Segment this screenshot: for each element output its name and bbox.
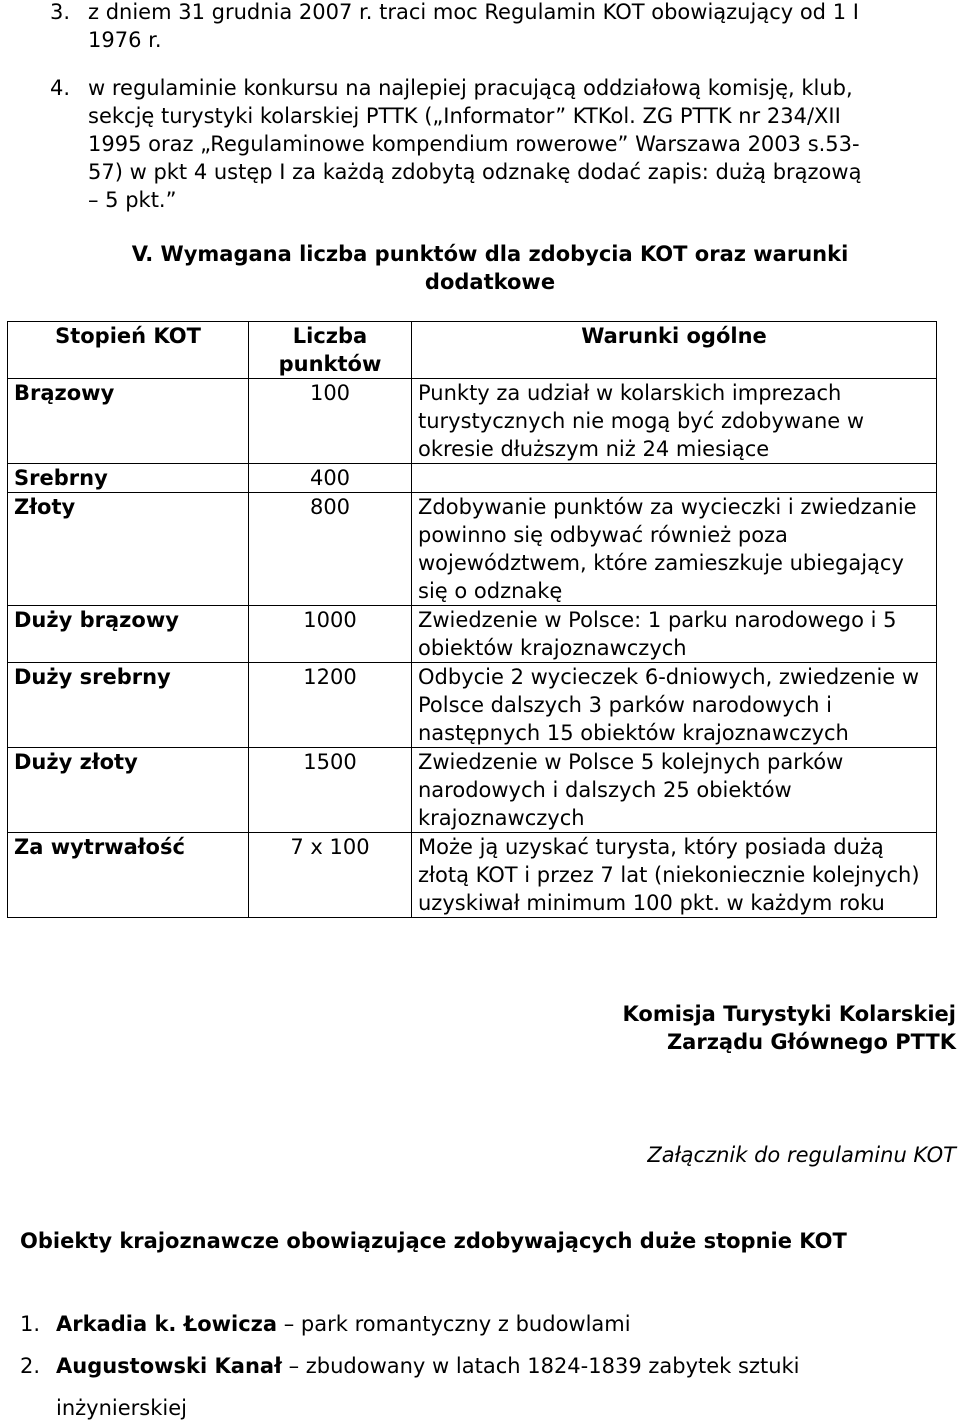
table-row [8,493,937,606]
section-heading [60,240,920,296]
points-cell: 7 x 100 [249,833,412,918]
table-row [8,748,937,833]
item-3-line-2: 1976 r. [88,28,162,52]
item-3-line-1: z dniem 31 grudnia 2007 r. traci moc Regulamin KOT obowiązujący od 1 I [88,0,859,24]
annex-list [0,1300,960,1424]
list-item-description: – park romantyczny z budowlami [277,1312,631,1336]
table-row [8,464,937,493]
item-4-line-5: – 5 pkt.” [88,188,177,212]
header-points: Liczba punktów [249,322,412,379]
table-row [8,663,937,748]
list-item-name: Arkadia k. Łowicza [56,1312,278,1336]
list-item [20,1352,800,1380]
points-cell: 100 [249,379,412,464]
annex-title: Załącznik do regulaminu KOT [647,1143,956,1167]
points-cell: 1500 [249,748,412,833]
signature-line-1: Komisja Turystyki Kolarskiej [622,1002,956,1026]
conditions-cell: Zwiedzenie w Polsce 5 kolejnych parków narodowych i dalszych 25 obiektów krajoznawczych [412,748,937,833]
section-heading-line-1: V. Wymagana liczba punktów dla zdobycia KOT oraz warunki [131,242,849,266]
level-cell: Duży złoty [8,748,249,833]
item-3-number: 3. [50,0,71,24]
level-cell: Srebrny [8,464,249,493]
table-header-row [8,322,937,379]
kot-levels-table [7,321,937,918]
list-item-number: 2. [20,1354,41,1378]
list-item-name: Augustowski Kanał [56,1354,282,1378]
item-4-line-4: 57) w pkt 4 ustęp I za każdą zdobytą odznakę dodać zapis: dużą brązową [88,160,862,184]
conditions-cell: Zwiedzenie w Polsce: 1 parku narodowego i 5 obiektów krajoznawczych [412,606,937,663]
level-cell: Złoty [8,493,249,606]
conditions-cell [412,464,937,493]
conditions-cell: Może ją uzyskać turysta, który posiada dużą złotą KOT i przez 7 lat (niekoniecznie kolejnych) uzyskiwał minimum 100 pkt. w każdym roku [412,833,937,918]
level-cell: Za wytrwałość [8,833,249,918]
table-row [8,606,937,663]
level-cell: Duży brązowy [8,606,249,663]
level-cell: Brązowy [8,379,249,464]
points-cell: 1000 [249,606,412,663]
points-cell: 1200 [249,663,412,748]
table-row [8,379,937,464]
annex-heading: Obiekty krajoznawcze obowiązujące zdobywających duże stopnie KOT [20,1229,847,1253]
level-cell: Duży srebrny [8,663,249,748]
intro-section [0,0,960,220]
item-4-line-2: sekcję turystyki kolarskiej PTTK („Informator” KTKol. ZG PTTK nr 234/XII [88,104,841,128]
table-row [8,833,937,918]
header-level: Stopień KOT [8,322,249,379]
section-heading-line-2: dodatkowe [424,270,556,294]
conditions-cell: Odbycie 2 wycieczek 6-dniowych, zwiedzenie w Polsce dalszych 3 parków narodowych i następnych 15 obiektów krajoznawczych [412,663,937,748]
list-item-number: 1. [20,1312,41,1336]
list-item-continuation: inżynierskiej [56,1396,187,1420]
list-item-description: – zbudowany w latach 1824-1839 zabytek sztuki [281,1354,800,1378]
item-4-line-1: w regulaminie konkursu na najlepiej pracującą oddziałową komisję, klub, [88,76,853,100]
header-conditions: Warunki ogólne [412,322,937,379]
signature-block [623,1000,956,1056]
item-4-line-3: 1995 oraz „Regulaminowe kompendium rowerowe” Warszawa 2003 s.53- [88,132,860,156]
points-cell: 800 [249,493,412,606]
conditions-cell: Punkty za udział w kolarskich imprezach turystycznych nie mogą być zdobywane w okresie dłuższym niż 24 miesiące [412,379,937,464]
list-item [20,1310,631,1338]
points-cell: 400 [249,464,412,493]
item-4-number: 4. [50,76,71,100]
signature-line-2: Zarządu Głównego PTTK [666,1030,956,1054]
conditions-cell: Zdobywanie punktów za wycieczki i zwiedzanie powinno się odbywać również poza województwem, które zamieszkuje ubiegający się o odznakę [412,493,937,606]
